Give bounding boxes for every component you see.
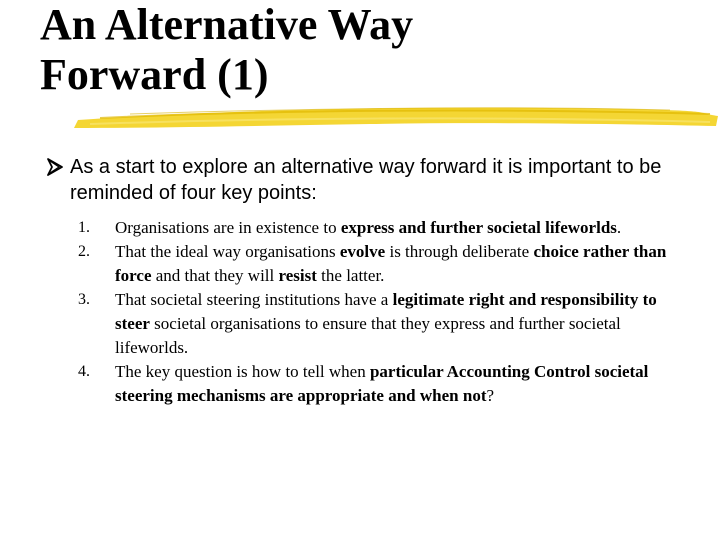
key-point-plain-text: .: [616, 218, 622, 237]
key-point-text: [115, 360, 670, 408]
slide-title-line-1: An Alternative Way: [40, 0, 414, 49]
slide-title: [40, 0, 413, 100]
key-point-plain-text: That societal steering institutions have a: [115, 290, 393, 309]
title-underline-brush-stroke: [70, 100, 720, 134]
key-point-number: 1.: [78, 219, 90, 236]
key-point-text: [115, 288, 670, 360]
main-bullet-text: As a start to explore an alternative way forward it is important to be reminded of four key points:: [70, 156, 662, 204]
key-point-plain-text: and that they will: [151, 266, 279, 285]
key-point-bold-text: legitimate right and responsibility to steer: [115, 290, 657, 333]
key-point-text: [115, 216, 670, 240]
key-point-bold-text: express and further societal lifeworlds: [340, 218, 617, 237]
key-point-item: [70, 216, 670, 240]
key-point-bold-text: choice rather than force: [115, 242, 667, 285]
key-point-plain-text: That the ideal way organisations: [115, 242, 340, 261]
key-point-text: [115, 240, 670, 288]
slide-title-line-2: Forward (1): [40, 50, 269, 99]
key-point-bold-text: evolve: [339, 242, 386, 261]
key-point-plain-text: ?: [486, 386, 495, 405]
key-point-number: 2.: [78, 243, 90, 260]
key-points-list: [70, 216, 670, 408]
key-point-plain-text: The key question is how to tell when: [115, 362, 370, 381]
key-point-number: 4.: [78, 363, 90, 380]
arrow-bullet-icon: [46, 157, 64, 177]
key-point-item: [70, 240, 670, 288]
key-point-item: [70, 360, 670, 408]
key-point-number: 3.: [78, 291, 90, 308]
key-point-plain-text: the latter.: [316, 266, 385, 285]
key-point-item: [70, 288, 670, 360]
key-point-bold-text: particular Accounting Control societal steering mechanisms are appropriate and when not: [115, 362, 649, 405]
key-point-bold-text: resist: [278, 266, 317, 285]
key-point-plain-text: Organisations are in existence to: [115, 218, 341, 237]
key-point-plain-text: societal organisations to ensure that they express and further societal lifeworlds.: [115, 314, 621, 357]
key-point-plain-text: is through deliberate: [385, 242, 534, 261]
